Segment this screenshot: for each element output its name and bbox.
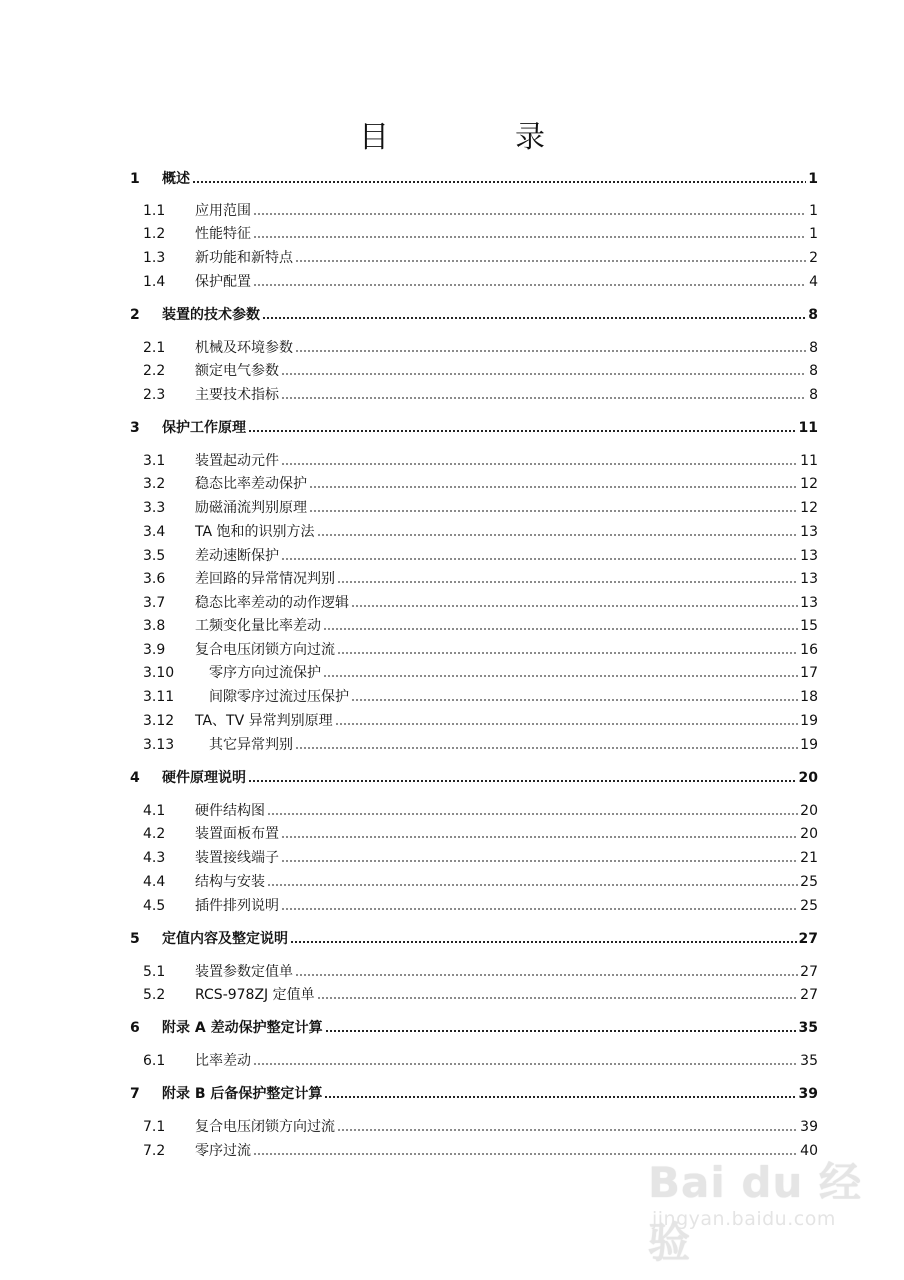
- toc-section-row[interactable]: [143, 639, 818, 659]
- toc-entry-number: 4.1: [143, 803, 166, 819]
- toc-dot-leader: [337, 1128, 798, 1132]
- toc-dot-leader: [262, 316, 806, 320]
- toc-entry-number: 3.4: [143, 524, 166, 540]
- toc-dot-leader: [290, 940, 797, 944]
- toc-entry-label: 差动速断保护: [195, 548, 279, 564]
- toc-entry-page: 17: [800, 665, 818, 681]
- toc-entry-number: 1.2: [143, 226, 166, 242]
- toc-entry-number: 3.7: [143, 595, 166, 611]
- toc-entry-page: 12: [800, 476, 818, 492]
- toc-dot-leader: [317, 996, 799, 1000]
- toc-entry-number: 4.3: [143, 850, 166, 866]
- toc-dot-leader: [248, 429, 797, 433]
- toc-dot-leader: [253, 212, 806, 216]
- toc-dot-leader: [295, 259, 806, 263]
- toc-entry-page: 16: [800, 642, 818, 658]
- toc-entry-number: 3.13: [143, 737, 175, 753]
- toc-section-row[interactable]: [143, 895, 818, 915]
- toc-section-row[interactable]: [143, 473, 818, 493]
- toc-chapter-row[interactable]: [130, 168, 818, 188]
- toc-entry-label: 复合电压闭锁方向过流: [195, 1119, 335, 1135]
- toc-section-row[interactable]: [143, 823, 818, 843]
- toc-entry-page: 13: [800, 595, 818, 611]
- toc-entry-label: 附录 A 差动保护整定计算: [162, 1020, 323, 1036]
- toc-entry-label: 装置的技术参数: [162, 307, 260, 323]
- toc-entry-label: 结构与安装: [195, 874, 265, 890]
- toc-section-row[interactable]: [143, 521, 818, 541]
- toc-section-row[interactable]: [143, 710, 818, 730]
- toc-entry-page: 13: [800, 548, 818, 564]
- toc-section-row[interactable]: [143, 337, 818, 357]
- toc-dot-leader: [324, 1095, 796, 1099]
- toc-entry-page: 1: [809, 226, 818, 242]
- toc-entry-number: 3.12: [143, 713, 175, 729]
- toc-chapter-row[interactable]: [130, 767, 818, 787]
- toc-entry-number: 3: [130, 420, 140, 436]
- toc-entry-number: 1.3: [143, 250, 166, 266]
- toc-entry-number: 1.1: [143, 203, 166, 219]
- toc-dot-leader: [281, 372, 806, 376]
- toc-entry-number: 3.10: [143, 665, 175, 681]
- toc-entry-page: 11: [800, 453, 818, 469]
- toc-entry-number: 3.9: [143, 642, 166, 658]
- toc-entry-page: 40: [800, 1143, 818, 1159]
- toc-entry-page: 13: [800, 524, 818, 540]
- toc-entry-label: 附录 B 后备保护整定计算: [162, 1086, 323, 1102]
- toc-dot-leader: [281, 462, 798, 466]
- toc-entry-number: 3.2: [143, 476, 166, 492]
- toc-entry-label: 额定电气参数: [195, 363, 279, 379]
- toc-entry-label: 工频变化量比率差动: [195, 618, 321, 634]
- toc-section-row[interactable]: [143, 984, 818, 1004]
- toc-entry-label: 保护工作原理: [162, 420, 246, 436]
- toc-entry-number: 6: [130, 1020, 140, 1036]
- toc-chapter-row[interactable]: [130, 417, 818, 437]
- toc-entry-label: 励磁涌流判别原理: [195, 500, 307, 516]
- toc-dot-leader: [267, 812, 798, 816]
- toc-dot-leader: [253, 235, 806, 239]
- toc-dot-leader: [281, 835, 798, 839]
- watermark-brand: Bai du 经验: [648, 1158, 862, 1267]
- toc-entry-number: 3.11: [143, 689, 175, 705]
- toc-dot-leader: [281, 907, 798, 911]
- toc-entry-label: 主要技术指标: [195, 387, 279, 403]
- toc-dot-leader: [253, 283, 806, 287]
- toc-entry-label: 应用范围: [195, 203, 251, 219]
- toc-entry-label: 间隙零序过流过压保护: [209, 689, 349, 705]
- toc-entry-number: 2: [130, 307, 140, 323]
- toc-dot-leader: [248, 779, 797, 783]
- toc-dot-leader: [317, 533, 799, 537]
- toc-entry-label: 复合电压闭锁方向过流: [195, 642, 335, 658]
- toc-entry-number: 5.1: [143, 964, 166, 980]
- toc-entry-number: 1: [130, 171, 140, 187]
- toc-entry-label: 装置起动元件: [195, 453, 279, 469]
- toc-entry-label: 稳态比率差动保护: [195, 476, 307, 492]
- toc-section-row[interactable]: [143, 223, 818, 243]
- toc-entry-page: 27: [800, 987, 818, 1003]
- toc-section-row[interactable]: [143, 662, 818, 682]
- toc-entry-label: 定值内容及整定说明: [162, 931, 288, 947]
- toc-section-row[interactable]: [143, 1140, 818, 1160]
- toc-dot-leader: [281, 557, 798, 561]
- toc-entry-label: 保护配置: [195, 274, 251, 290]
- toc-entry-number: 2.1: [143, 340, 166, 356]
- toc-dot-leader: [351, 698, 798, 702]
- toc-section-row[interactable]: [143, 384, 818, 404]
- toc-section-row[interactable]: [143, 450, 818, 470]
- toc-title: 目 录: [359, 120, 593, 155]
- toc-entry-number: 3.1: [143, 453, 166, 469]
- toc-entry-page: 39: [798, 1086, 818, 1102]
- toc-entry-number: 7: [130, 1086, 140, 1102]
- toc-dot-leader: [323, 674, 798, 678]
- toc-dot-leader: [267, 883, 798, 887]
- toc-dot-leader: [325, 1029, 797, 1033]
- toc-dot-leader: [295, 746, 798, 750]
- watermark-url: jingyan.baidu.com: [652, 1208, 836, 1230]
- toc-entry-label: 其它异常判别: [209, 737, 293, 753]
- toc-entry-number: 3.8: [143, 618, 166, 634]
- toc-section-row[interactable]: [143, 271, 818, 291]
- toc-section-row[interactable]: [143, 568, 818, 588]
- toc-section-row[interactable]: [143, 545, 818, 565]
- toc-chapter-row[interactable]: [130, 304, 818, 324]
- toc-entry-label: 装置接线端子: [195, 850, 279, 866]
- toc-entry-page: 12: [800, 500, 818, 516]
- toc-entry-number: 1.4: [143, 274, 166, 290]
- toc-dot-leader: [295, 349, 806, 353]
- toc-section-row[interactable]: [143, 1116, 818, 1136]
- toc-entry-page: 13: [800, 571, 818, 587]
- toc-entry-label: 差回路的异常情况判别: [195, 571, 335, 587]
- toc-entry-number: 7.2: [143, 1143, 166, 1159]
- toc-entry-number: 6.1: [143, 1053, 166, 1069]
- toc-entry-label: 机械及环境参数: [195, 340, 293, 356]
- toc-chapter-row[interactable]: [130, 928, 818, 948]
- toc-chapter-row[interactable]: [130, 1083, 818, 1103]
- toc-entry-number: 4.4: [143, 874, 166, 890]
- toc-dot-leader: [337, 651, 798, 655]
- toc-entry-page: 8: [809, 340, 818, 356]
- toc-section-row[interactable]: [143, 360, 818, 380]
- toc-entry-label: 装置面板布置: [195, 826, 279, 842]
- toc-entry-number: 4.2: [143, 826, 166, 842]
- toc-entry-page: 20: [800, 826, 818, 842]
- toc-entry-page: 21: [800, 850, 818, 866]
- toc-entry-page: 1: [808, 171, 818, 187]
- toc-entry-label: 比率差动: [195, 1053, 251, 1069]
- toc-dot-leader: [309, 485, 798, 489]
- toc-dot-leader: [323, 627, 798, 631]
- toc-entry-page: 20: [800, 803, 818, 819]
- toc-dot-leader: [192, 180, 806, 184]
- toc-entry-number: 3.5: [143, 548, 166, 564]
- toc-entry-page: 25: [800, 898, 818, 914]
- toc-section-row[interactable]: [143, 734, 818, 754]
- toc-section-row[interactable]: [143, 592, 818, 612]
- toc-section-row[interactable]: [143, 200, 818, 220]
- toc-entry-number: 7.1: [143, 1119, 166, 1135]
- toc-section-row[interactable]: [143, 686, 818, 706]
- toc-dot-leader: [281, 396, 806, 400]
- toc-dot-leader: [309, 509, 798, 513]
- toc-entry-label: 新功能和新特点: [195, 250, 293, 266]
- toc-entry-label: RCS-978ZJ 定值单: [195, 987, 315, 1003]
- toc-dot-leader: [351, 604, 798, 608]
- toc-entry-page: 2: [809, 250, 818, 266]
- toc-section-row[interactable]: [143, 615, 818, 635]
- toc-entry-label: 零序方向过流保护: [209, 665, 321, 681]
- toc-entry-number: 5: [130, 931, 140, 947]
- toc-entry-label: 插件排列说明: [195, 898, 279, 914]
- toc-entry-number: 4.5: [143, 898, 166, 914]
- toc-dot-leader: [337, 580, 798, 584]
- toc-dot-leader: [295, 973, 798, 977]
- toc-entry-label: 稳态比率差动的动作逻辑: [195, 595, 349, 611]
- toc-section-row[interactable]: [143, 800, 818, 820]
- toc-section-row[interactable]: [143, 961, 818, 981]
- toc-dot-leader: [253, 1062, 798, 1066]
- toc-entry-page: 8: [809, 387, 818, 403]
- toc-dot-leader: [335, 722, 799, 726]
- toc-entry-page: 19: [800, 737, 818, 753]
- toc-entry-page: 1: [809, 203, 818, 219]
- toc-entry-label: TA、TV 异常判别原理: [195, 713, 333, 729]
- toc-entry-number: 4: [130, 770, 140, 786]
- toc-entry-page: 8: [809, 363, 818, 379]
- toc-section-row[interactable]: [143, 1050, 818, 1070]
- toc-entry-page: 27: [800, 964, 818, 980]
- toc-entry-label: 性能特征: [195, 226, 251, 242]
- toc-section-row[interactable]: [143, 847, 818, 867]
- toc-dot-leader: [281, 859, 798, 863]
- toc-section-row[interactable]: [143, 497, 818, 517]
- toc-entry-page: 18: [800, 689, 818, 705]
- toc-entry-page: 19: [800, 713, 818, 729]
- toc-entry-page: 15: [800, 618, 818, 634]
- toc-section-row[interactable]: [143, 247, 818, 267]
- toc-entry-label: TA 饱和的识别方法: [195, 524, 315, 540]
- toc-entry-page: 20: [798, 770, 818, 786]
- toc-entry-number: 2.3: [143, 387, 166, 403]
- toc-entry-page: 35: [800, 1053, 818, 1069]
- toc-entry-page: 4: [809, 274, 818, 290]
- toc-entry-label: 装置参数定值单: [195, 964, 293, 980]
- toc-entry-number: 3.3: [143, 500, 166, 516]
- toc-entry-page: 8: [808, 307, 818, 323]
- toc-entry-label: 概述: [162, 171, 190, 187]
- toc-entry-page: 25: [800, 874, 818, 890]
- toc-entry-label: 硬件原理说明: [162, 770, 246, 786]
- toc-entry-number: 5.2: [143, 987, 166, 1003]
- toc-entry-page: 11: [798, 420, 818, 436]
- toc-chapter-row[interactable]: [130, 1017, 818, 1037]
- toc-entry-page: 27: [798, 931, 818, 947]
- toc-entry-page: 39: [800, 1119, 818, 1135]
- toc-entry-page: 35: [798, 1020, 818, 1036]
- toc-dot-leader: [253, 1152, 798, 1156]
- toc-entry-number: 2.2: [143, 363, 166, 379]
- toc-entry-label: 零序过流: [195, 1143, 251, 1159]
- toc-section-row[interactable]: [143, 871, 818, 891]
- toc-entry-label: 硬件结构图: [195, 803, 265, 819]
- toc-entry-number: 3.6: [143, 571, 166, 587]
